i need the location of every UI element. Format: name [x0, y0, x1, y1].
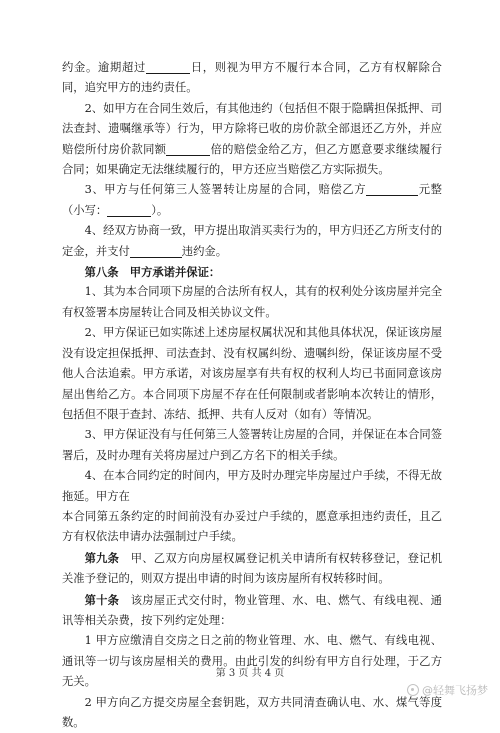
text-segment: ）。: [151, 203, 169, 217]
watermark: [407, 682, 488, 698]
text-segment: 倍的赔偿金给乙方，但乙方愿意要求继续履行合同；如果确定无法继续履行的，甲方还应当赔偿乙方实际损失。: [62, 142, 442, 177]
text-segment: 4、经双方协商一致，甲方提出取消买卖行为的，甲方归还乙方所支付的定金，并支付: [62, 224, 442, 258]
paragraph-article-10-1: 1 甲方应缴清自交房之日之前的物业管理、水、电、燃气、有线电视、通讯等一切与该房屋相关的费用。由此引发的纠纷有甲方自行处理，于乙方无关。: [62, 634, 442, 689]
document-body: [62, 58, 442, 733]
text-segment: 约金。逾期超过: [62, 61, 146, 74]
paragraph-breach-4: [62, 221, 442, 262]
watermark-text: @轻舞飞扬梦: [422, 684, 488, 697]
paragraph-article-9: [62, 548, 442, 590]
paragraph-breach-2: [62, 99, 442, 181]
text-segment: 日，则视为甲方不履行本合同，乙方有权解除合同，追究甲方的违约责任。: [62, 61, 442, 95]
paragraph-breach-3: [62, 180, 442, 221]
blank-penalty: [130, 243, 182, 258]
blank-multiple: [166, 141, 210, 156]
blank-amount: [366, 181, 418, 196]
watermark-logo-icon: [407, 684, 419, 696]
page-number-footer: 第 3 页 共 4 页: [215, 668, 285, 679]
text-segment: 元整（小写：: [62, 183, 442, 217]
paragraph-article-8-3: 3、甲方保证没有与任何第三人签署转让房屋的合同，并保证在本合同签署后，及时办理有关将房屋过户到乙方名下的相关手续。: [62, 428, 442, 462]
text-segment: 3、甲方与任何第三人签署转让房屋的合同，赔偿乙方: [84, 183, 367, 197]
paragraph-penalty-overdue: [62, 58, 442, 99]
paragraph-article-8-2: 2、甲方保证已如实陈述上述房屋权属状况和其他具体状况，保证该房屋没有设定担保抵押、司法查封、没有权属纠纷、遗嘱纠纷，保证该房屋不受他人合法追索。甲方承诺，对该房屋享有共有权的权利人均已书面同意该房屋出售给乙方。本合同项下房屋不存在任何限制或者影响本次转让的情形，包括但不限于查封、冻结、抵押、共有人反对（如有）等情况。: [62, 326, 442, 421]
paragraph-article-8-4: 4、在本合同约定的时间内，甲方及时办理完毕房屋过户手续，不得无故拖延。甲方在: [62, 469, 442, 503]
article-10-title: 第十条: [84, 592, 120, 607]
article-9-title: 第九条: [84, 550, 120, 565]
blank-amount-lowercase: [107, 202, 151, 217]
paragraph-article-8-4-cont: 本合同第五条约定的时间前没有办妥过户手续的，愿意承担违约责任，且乙方有权依法申请办法强制过户手续。: [62, 509, 442, 544]
blank-days: [146, 59, 190, 74]
text-segment: 2、如甲方在合同生效后，有其他违约（包括但不限于隐瞒担保抵押、司法查封、遗嘱继承等）行为，甲方除将已收的房价款全部退还乙方外，并应赔偿所付房价款同额: [62, 101, 442, 156]
paragraph-article-10: [62, 590, 442, 632]
article-9-body: 甲、乙双方向房屋权属登记机关申请所有权转移登记，登记机关准予登记的，则双方提出申请的时间为该房屋所有权转移时间。: [62, 551, 442, 586]
text-segment: 违约金。: [181, 244, 227, 258]
article-8-title: 第八条 甲方承诺并保证：: [84, 265, 221, 280]
paragraph-article-8-1: 1、其为本合同项下房屋的合法所有权人，其有的权利处分该房屋并完全有权签署本房屋转让合同及相关协议文件。: [62, 285, 442, 319]
paragraph-article-10-2: 2 甲方向乙方提交房屋全套钥匙，双方共同清查确认电、水、煤气等度数。: [62, 695, 442, 729]
article-10-body: 该房屋正式交付时，物业管理、水、电、燃气、有线电视、通讯等相关杂费，按下列约定处理：: [62, 593, 442, 627]
